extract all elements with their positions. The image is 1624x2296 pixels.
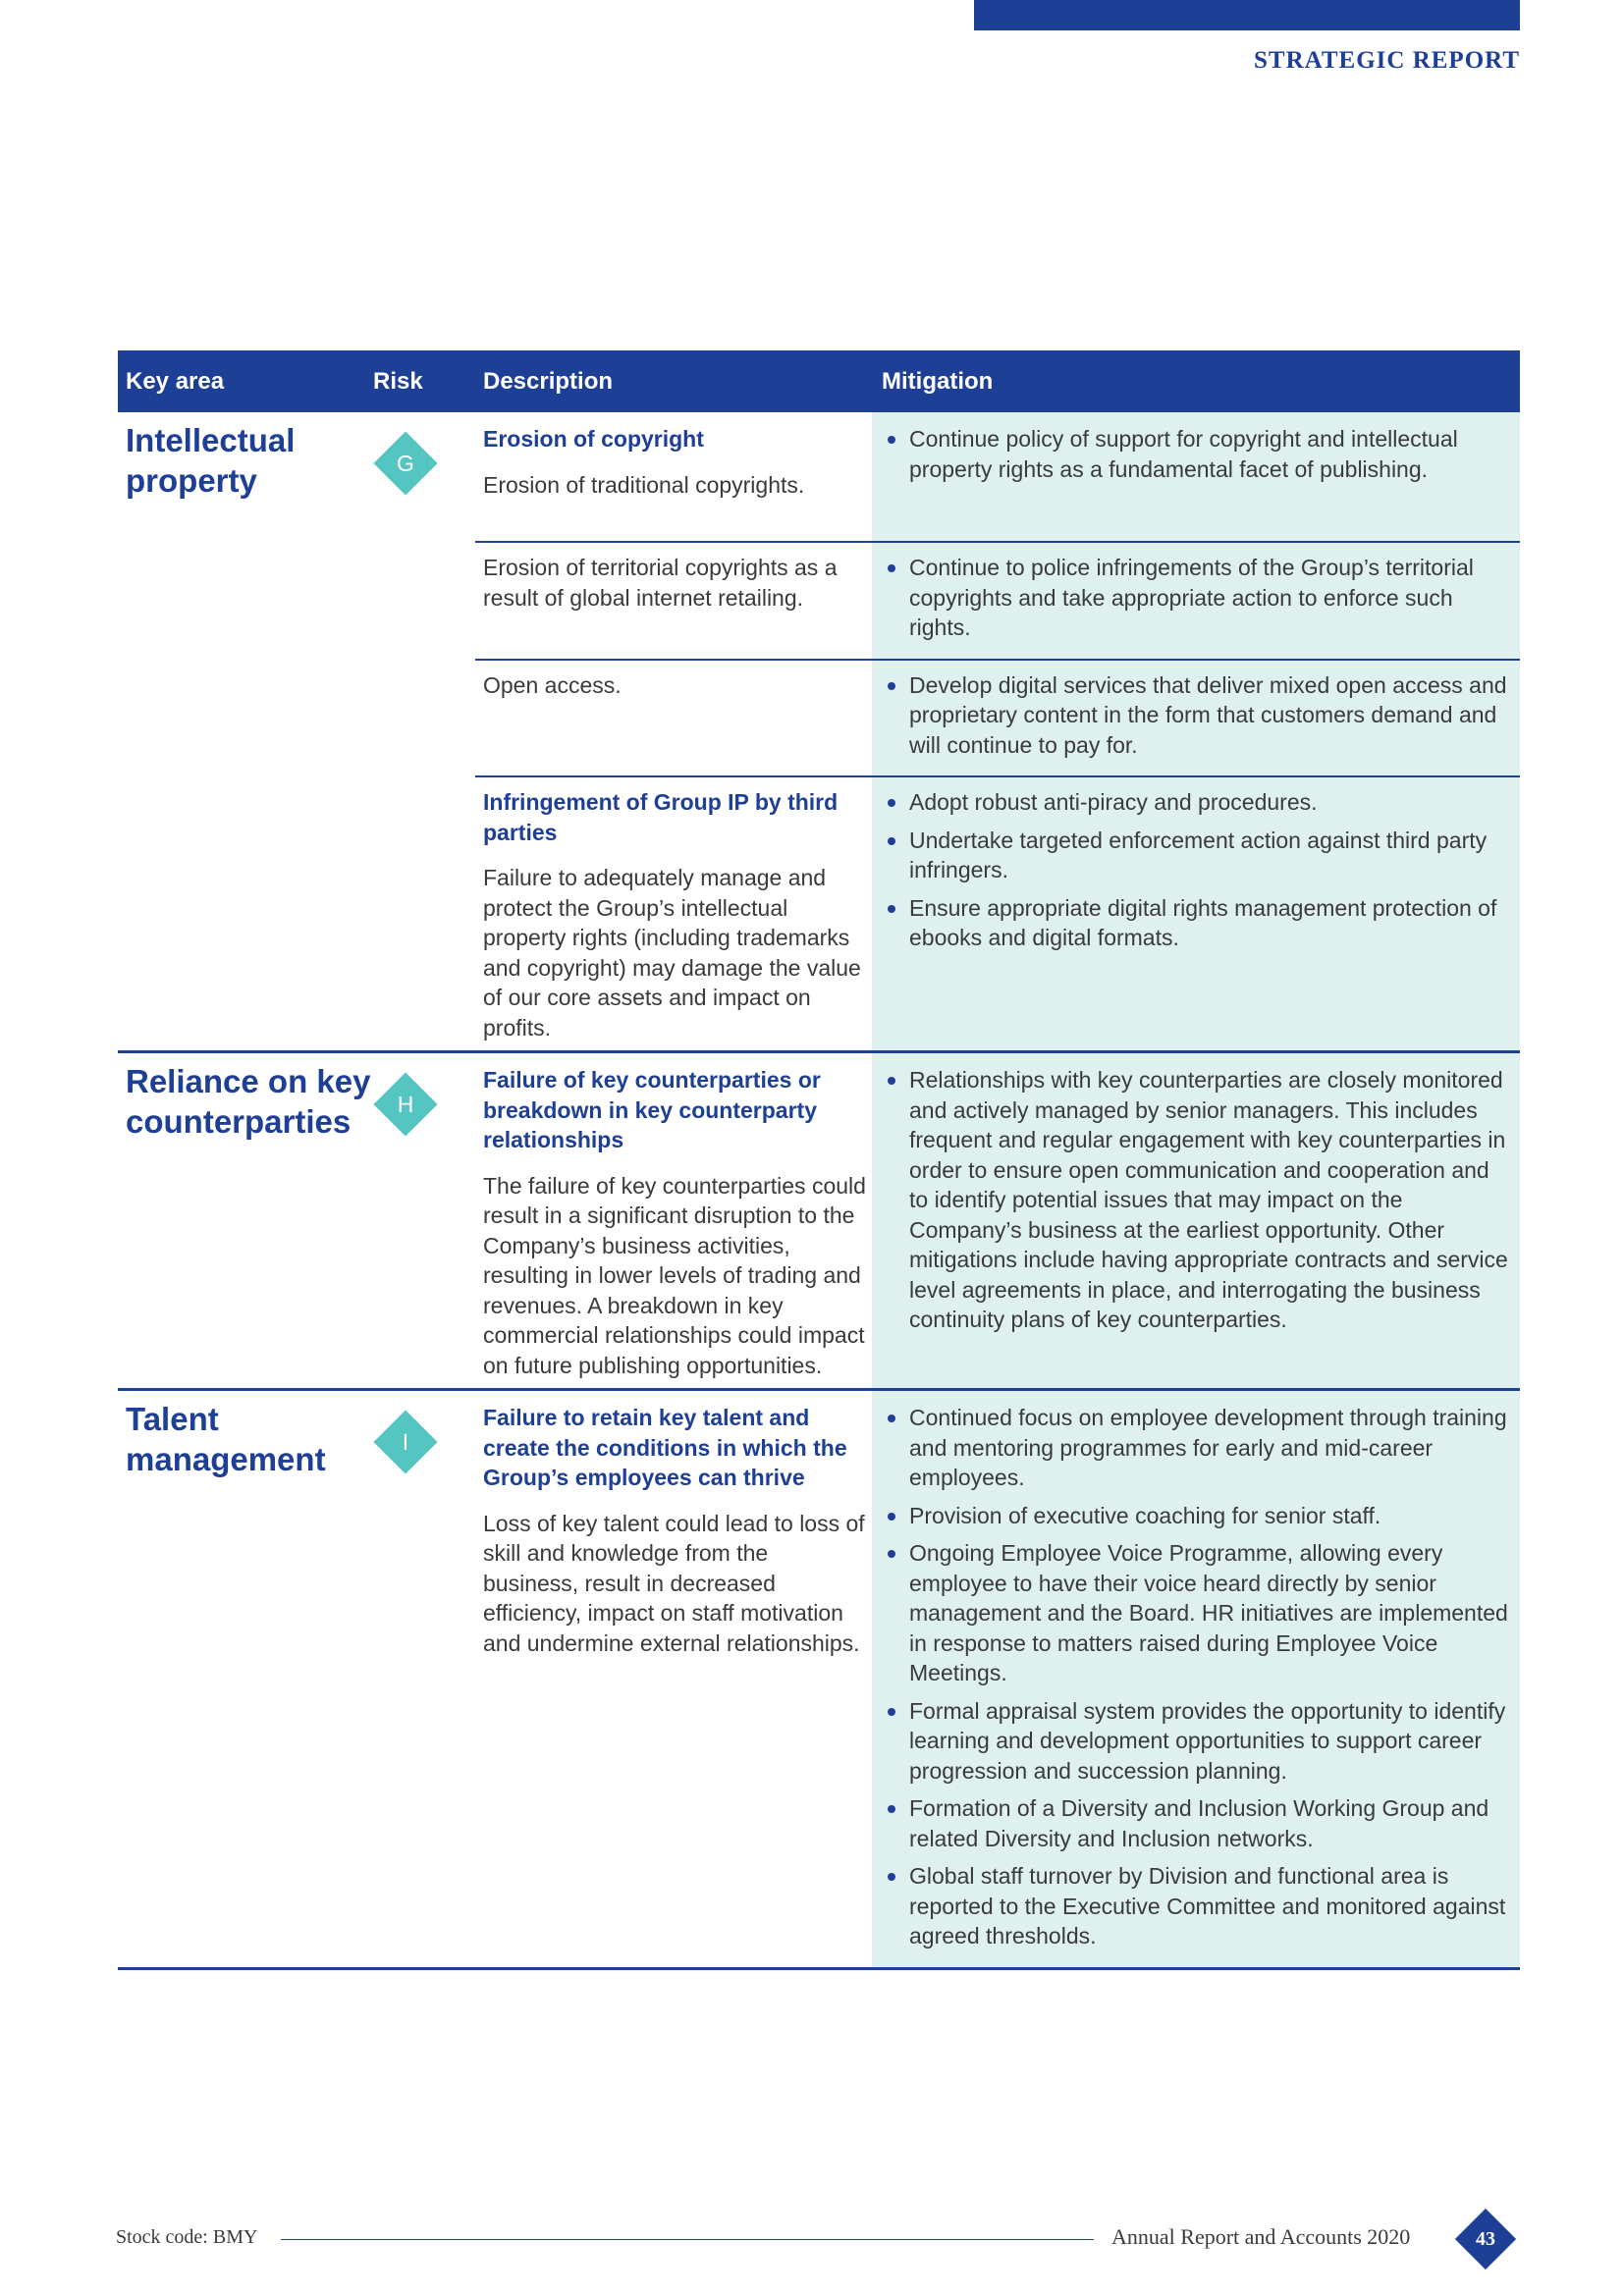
risk-groups [118, 412, 1520, 1970]
risk-title: Infringement of Group IP by third parties [483, 789, 839, 845]
report-title: Annual Report and Accounts 2020 [1111, 2224, 1411, 2249]
risk-description: Erosion of traditional copyrights. [483, 471, 805, 498]
risk-title: Failure of key counterparties or breakdown in key counterparty relationships [483, 1067, 821, 1152]
risk-title: Failure to retain key talent and create the conditions in which the Group’s employees can thrive [483, 1405, 847, 1490]
top-accent-bar [974, 0, 1520, 30]
mitigation-cell [886, 1065, 1514, 1380]
mitigation-item: Formation of a Diversity and Inclusion Working Group and related Diversity and Inclusion networks. [886, 1793, 1514, 1853]
header-key-area: Key area [126, 368, 225, 395]
mitigation-cell [886, 424, 1514, 500]
risk-description: The failure of key counterparties could result in a significant disruption to the Company’s business activities, resulting in lower levels of trading and revenues. A breakdown in key commercial relationships could impact on future publishing opportunities. [483, 1172, 866, 1378]
description-cell [483, 1403, 866, 1959]
header-description: Description [483, 368, 614, 395]
risk-group [118, 1391, 1520, 1970]
risk-rating: H [397, 1092, 414, 1117]
table-header [118, 350, 1520, 412]
risk-description: Erosion of territorial copyrights as a result of global internet retailing. [483, 555, 838, 611]
table-row [118, 412, 1520, 541]
mitigation-item: Develop digital services that deliver mixed open access and proprietary content in the form that customers demand and will continue to pay for. [886, 670, 1514, 761]
table-row [118, 1053, 1520, 1388]
description-cell [483, 1065, 866, 1380]
key-area-label: Talent management [126, 1401, 326, 1477]
footer-rule [281, 2239, 1094, 2240]
key-area-label: Intellectual property [126, 422, 296, 499]
mitigation-cell [886, 1403, 1514, 1959]
description-cell [483, 424, 866, 500]
key-area-label: Reliance on key counterparties [126, 1063, 371, 1140]
mitigation-cell [886, 553, 1514, 651]
mitigation-item: Formal appraisal system provides the opportunity to identify learning and development opportunities to support career progression and succession planning. [886, 1696, 1514, 1787]
mitigation-item: Continue policy of support for copyright and intellectual property rights as a fundamental facet of publishing. [886, 424, 1514, 484]
mitigation-item: Relationships with key counterparties are closely monitored and actively managed by senior managers. This includes frequent and regular engagement with key counterparties in order to ensure open communication and cooperation and to identify potential issues that may impact on the Company’s business at the earliest opportunity. Other mitigations include having appropriate contracts and service level agreements in place, and interrogating the business continuity plans of key counterparties. [886, 1065, 1514, 1335]
mitigation-cell [886, 787, 1514, 1042]
section-label: STRATEGIC REPORT [1254, 47, 1520, 74]
risk-group [118, 412, 1520, 1053]
risk-table [118, 350, 1520, 1970]
mitigation-cell [886, 670, 1514, 769]
header-mitigation: Mitigation [882, 368, 994, 395]
table-row [118, 541, 1520, 659]
header-risk: Risk [373, 368, 423, 395]
mitigation-item: Adopt robust anti-piracy and procedures. [886, 787, 1514, 818]
stock-code: Stock code: BMY [116, 2226, 258, 2248]
description-cell [483, 553, 866, 651]
mitigation-item: Provision of executive coaching for senior staff. [886, 1501, 1514, 1531]
description-cell [483, 670, 866, 769]
risk-title: Erosion of copyright [483, 426, 704, 452]
mitigation-item: Global staff turnover by Division and functional area is reported to the Executive Committee and monitored against agreed thresholds. [886, 1861, 1514, 1951]
risk-description: Loss of key talent could lead to loss of skill and knowledge from the business, result in decreased efficiency, impact on staff motivation and undermine external relationships. [483, 1510, 865, 1656]
mitigation-item: Ensure appropriate digital rights management protection of ebooks and digital formats. [886, 893, 1514, 953]
table-row [118, 659, 1520, 776]
mitigation-item: Continue to police infringements of the Group’s territorial copyrights and take appropriate action to enforce such rights. [886, 553, 1514, 643]
risk-description: Open access. [483, 671, 622, 698]
mitigation-item: Undertake targeted enforcement action against third party infringers. [886, 826, 1514, 885]
risk-rating: G [397, 451, 414, 476]
mitigation-item: Ongoing Employee Voice Programme, allowing every employee to have their voice heard directly by senior management and the Board. HR initiatives are implemented in response to matters raised during Employee Voice Meetings. [886, 1538, 1514, 1688]
risk-rating: I [402, 1429, 409, 1455]
table-row [118, 775, 1520, 1050]
description-cell [483, 787, 866, 1042]
mitigation-item: Continued focus on employee development through training and mentoring programmes for early and mid-career employees. [886, 1403, 1514, 1493]
page-number: 43 [1476, 2228, 1495, 2250]
risk-description: Failure to adequately manage and protect the Group’s intellectual property rights (including trademarks and copyright) may damage the value of our core assets and impact on profits. [483, 865, 861, 1041]
risk-group [118, 1053, 1520, 1391]
table-row [118, 1391, 1520, 1967]
